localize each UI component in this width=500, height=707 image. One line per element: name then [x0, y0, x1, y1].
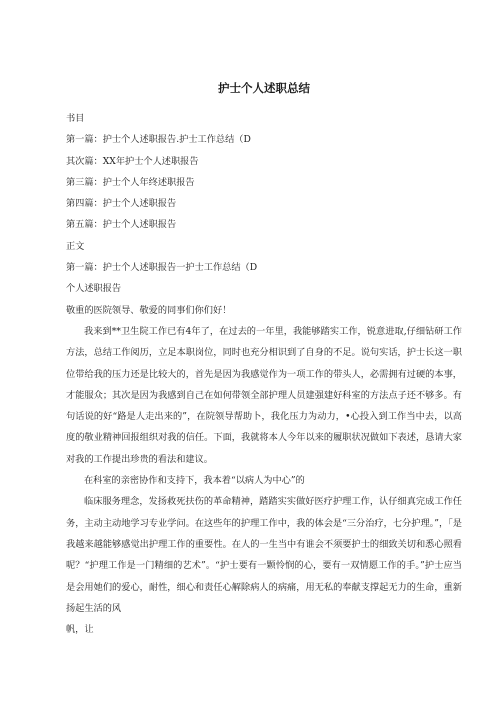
body-paragraph: 我来到**卫生院工作已有4年了，在过去的一年里，我能够踏实工作，锐意进取,仔细钻研工作方法，总结工作阅历，立足本职岗位，同时也充分相识到了自身的不足。说句实话，护士长这一职位带给我的压力还是比较大的，首先是因为我感觉作为一项工作的带头人，必需拥有过硬的本事，才能服众；其次是因为我感到自己在如何带领全部护理人员建强建好科室的方法点子还不够多。有句话说的好“路是人走出来的”，在院领导帮助卜，我化压力为动力，•心投入到工作当中去，以高度的敬业精神回报组织对我的信任。下面，我就将本人今年以来的履职状况做如下表述，恳请大家对我的工作提出珍贵的看法和建议。 [66, 325, 462, 465]
toc-item: 其次篇：XX年护士个人述职报告 [66, 155, 199, 167]
toc-heading: 书目 [66, 113, 85, 124]
body-paragraph: 在科室的亲密协作和支持下，我本着“以病人为中心”的 [84, 475, 305, 487]
toc-item: 第四篇：护士个人述职报告 [66, 198, 177, 210]
body-paragraph: 临床服务理念，发扬救死扶伤的革命精神，踏踏实实做好医疗护理工作，认仔细真完成工作任务，主动主动地学习专业学问。在这些年的护理工作中，我的体会是“三分治疗，七分护理。”，「是我越来越能够感觉出护理工作的重要性。在人的一生当中有谁会不须要护士的细致关切和悉心照看呢？“护理工作是一门精细的艺术”。“护士要有一颗怜悯的心，要有一双情愿工作的手。”护士应当是会用她们的爱心，耐性，细心和责任心解除病人的病痛，用无私的奉献支撑起无力的生命，重新扬起生活的风 [66, 496, 462, 614]
toc-item: 第一篇：护士个人述职报告.护士工作总结（D [66, 134, 251, 146]
document-title: 护士个人述职总结 [218, 81, 310, 95]
report-title: 个人述职报告 [66, 283, 122, 295]
greeting: 敬重的医院领导、敬爱的同事们你们好！ [66, 304, 232, 316]
body-heading: 正文 [66, 240, 85, 252]
toc-list [66, 129, 462, 235]
body-paragraph: 帆，让 [66, 624, 94, 636]
toc-item: 第五篇：护士个人述职报告 [66, 219, 177, 231]
toc-item: 第三篇：护士个人年终述职报告 [66, 176, 195, 188]
section-title: 第一篇：护士个人述职报告一护士工作总结（D [66, 262, 258, 274]
